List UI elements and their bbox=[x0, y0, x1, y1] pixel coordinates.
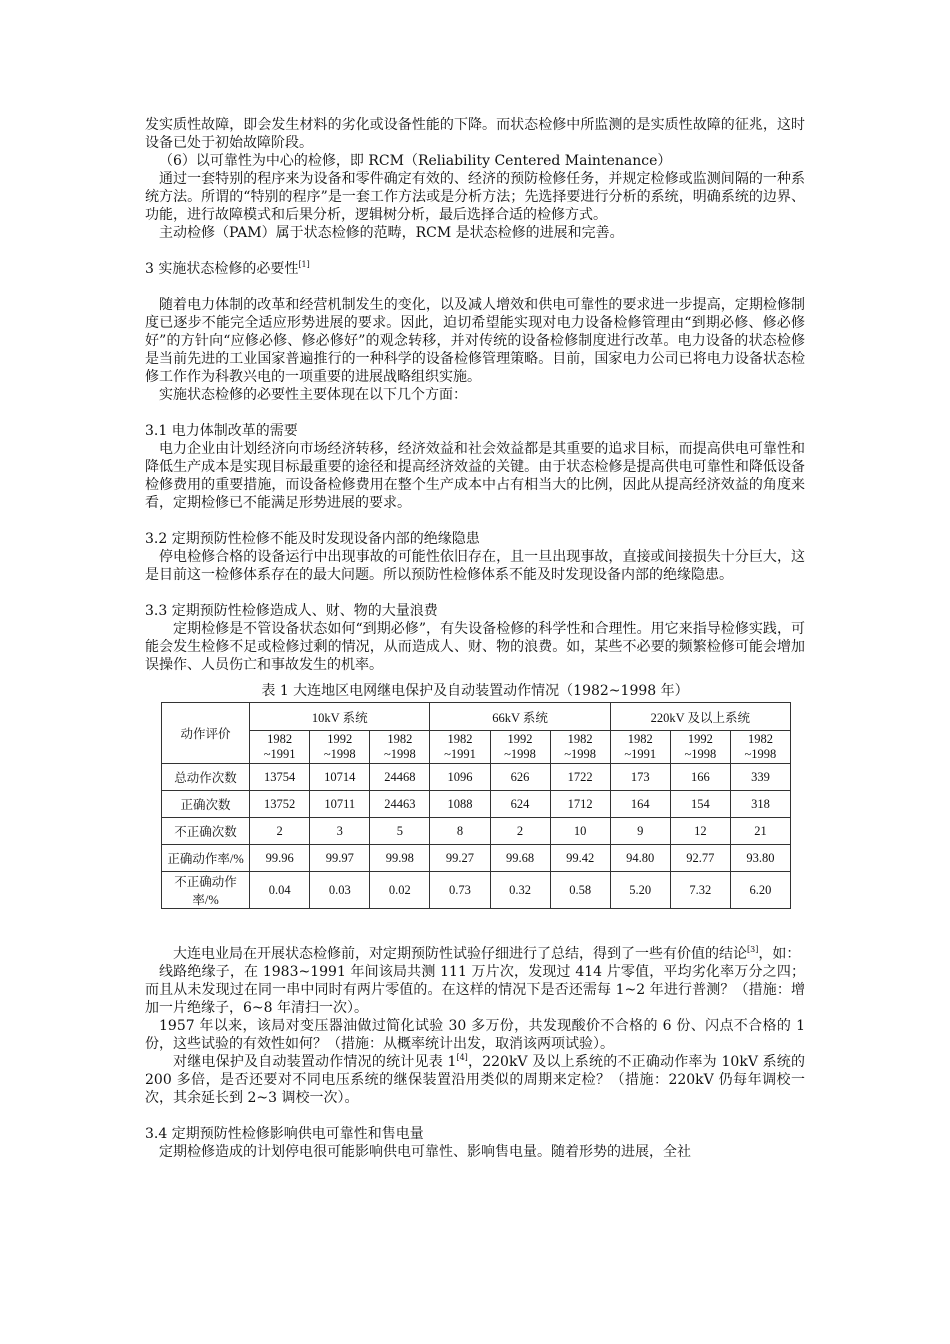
paragraph bbox=[145, 945, 805, 963]
table-cell: 173 bbox=[610, 764, 670, 791]
table-row bbox=[162, 845, 791, 872]
period-header: 1982 ~1991 bbox=[250, 731, 310, 764]
table-cell: 3 bbox=[310, 818, 370, 845]
table-cell: 99.42 bbox=[550, 845, 610, 872]
paragraph: 电力企业由计划经济向市场经济转移，经济效益和社会效益都是其重要的追求目标，而提高供电可靠性和降低生产成本是实现目标最重要的途径和提高经济效益的关键。由于状态检修是提高供电可靠性和降低设备检修费用的重要措施，而设备检修费用在整个生产成本中占有相当大的比例，因此从提高经济效益的角度来看，定期检修已不能满足形势进展的要求。 bbox=[145, 441, 805, 511]
table-cell: 99.27 bbox=[430, 845, 490, 872]
heading-text: 3 实施状态检修的必要性 bbox=[145, 261, 299, 277]
table-cell: 339 bbox=[730, 764, 790, 791]
table-caption: 表 1 大连地区电网继电保护及自动装置动作情况（1982~1998 年） bbox=[261, 683, 689, 699]
table-row bbox=[162, 818, 791, 845]
paragraph: 1957 年以来，该局对变压器油做过简化试验 30 多万份，共发现酸价不合格的 6 份、闪点不合格的 1 份，这些试验的有效性如何？（措施：从概率统计出发，取消该两项试验）。 bbox=[145, 1018, 805, 1052]
table-cell: 0.58 bbox=[550, 872, 610, 909]
paragraph-text: ，如： bbox=[758, 946, 801, 962]
table-cell: 164 bbox=[610, 791, 670, 818]
table-cell: 10714 bbox=[310, 764, 370, 791]
table-cell: 1712 bbox=[550, 791, 610, 818]
table-cell: 1096 bbox=[430, 764, 490, 791]
paragraph-text: 对继电保护及自动装置动作情况的统计见表 1 bbox=[173, 1054, 457, 1070]
row-label: 不正确动作率/% bbox=[162, 872, 250, 909]
table-cell: 2 bbox=[490, 818, 550, 845]
citation: [4] bbox=[456, 1053, 468, 1062]
table-cell: 1722 bbox=[550, 764, 610, 791]
table-cell: 13752 bbox=[250, 791, 310, 818]
table-cell: 92.77 bbox=[670, 845, 730, 872]
period-header: 1992 ~1998 bbox=[670, 731, 730, 764]
table-cell: 24463 bbox=[370, 791, 430, 818]
table-cell: 1088 bbox=[430, 791, 490, 818]
citation: [3] bbox=[747, 945, 759, 954]
table-cell: 626 bbox=[490, 764, 550, 791]
table-cell: 99.96 bbox=[250, 845, 310, 872]
paragraph: 定期检修是不管设备状态如何“到期必修”，有失设备检修的科学性和合理性。用它来指导检修实践，可能会发生检修不足或检修过剩的情况，从而造成人、财、物的浪费。如，某些不必要的频繁检修可能会增加误操作、人员伤亡和事故发生的机率。 bbox=[145, 621, 805, 673]
table-cell: 99.97 bbox=[310, 845, 370, 872]
table-cell: 7.32 bbox=[670, 872, 730, 909]
relay-statistics-table bbox=[161, 702, 791, 909]
table-cell: 13754 bbox=[250, 764, 310, 791]
paragraph: 实施状态检修的必要性主要体现在以下几个方面： bbox=[159, 387, 467, 403]
table-cell: 10711 bbox=[310, 791, 370, 818]
paragraph: 定期检修造成的计划停电很可能影响供电可靠性、影响售电量。随着形势的进展，全社 bbox=[159, 1144, 691, 1160]
period-header: 1982 ~1991 bbox=[610, 731, 670, 764]
table-cell: 2 bbox=[250, 818, 310, 845]
table-cell: 0.73 bbox=[430, 872, 490, 909]
section-heading-3-1: 3.1 电力体制改革的需要 bbox=[145, 423, 298, 439]
paragraph bbox=[145, 1053, 805, 1107]
table-cell: 624 bbox=[490, 791, 550, 818]
group-header: 10kV 系统 bbox=[250, 703, 430, 731]
period-header: 1982 ~1998 bbox=[370, 731, 430, 764]
table-cell: 6.20 bbox=[730, 872, 790, 909]
paragraph: 停电检修合格的设备运行中出现事故的可能性依旧存在，且一旦出现事故，直接或间接损失十分巨大，这是目前这一检修体系存在的最大问题。所以预防性检修体系不能及时发现设备内部的绝缘隐患。 bbox=[145, 549, 805, 583]
period-header: 1982 ~1991 bbox=[430, 731, 490, 764]
section-heading-3-4: 3.4 定期预防性检修影响供电可靠性和售电量 bbox=[145, 1126, 424, 1142]
table-cell: 12 bbox=[670, 818, 730, 845]
table-corner-header: 动作评价 bbox=[162, 703, 250, 764]
paragraph-text: ，220kV 及以上系统的不正确动作率为 10kV 系统的 200 多倍，是否还要对不同电压系统的继保装置沿用类似的周期来定检？（措施：220kV 仍每年调校一次，其余延长到 2~3 调校一次）。 bbox=[145, 1054, 805, 1106]
table-cell: 154 bbox=[670, 791, 730, 818]
row-label: 正确次数 bbox=[162, 791, 250, 818]
row-label: 正确动作率/% bbox=[162, 845, 250, 872]
table-cell: 318 bbox=[730, 791, 790, 818]
section-heading-3-2: 3.2 定期预防性检修不能及时发现设备内部的绝缘隐患 bbox=[145, 531, 480, 547]
table-row bbox=[162, 872, 791, 909]
row-label: 不正确次数 bbox=[162, 818, 250, 845]
period-header: 1982 ~1998 bbox=[730, 731, 790, 764]
period-header: 1992 ~1998 bbox=[490, 731, 550, 764]
table-cell: 21 bbox=[730, 818, 790, 845]
table-cell: 10 bbox=[550, 818, 610, 845]
table-cell: 0.03 bbox=[310, 872, 370, 909]
table-cell: 5.20 bbox=[610, 872, 670, 909]
section-heading-3 bbox=[145, 260, 805, 278]
period-header: 1992 ~1998 bbox=[310, 731, 370, 764]
table-cell: 8 bbox=[430, 818, 490, 845]
period-header: 1982 ~1998 bbox=[550, 731, 610, 764]
table-cell: 0.02 bbox=[370, 872, 430, 909]
table-cell: 9 bbox=[610, 818, 670, 845]
paragraph: （6）以可靠性为中心的检修，即 RCM（Reliability Centered Maintenance） bbox=[159, 153, 672, 169]
citation: [1] bbox=[298, 260, 310, 269]
row-label: 总动作次数 bbox=[162, 764, 250, 791]
paragraph: 线路绝缘子，在 1983~1991 年间该局共测 111 万片次，发现过 414 片零值，平均劣化率万分之四；而且从未发现过在同一串中同时有两片零值的。在这样的情况下是否还需每 1~2 年进行普测？（措施：增加一片绝缘子，6~8 年清扫一次）。 bbox=[145, 964, 805, 1016]
paragraph: 通过一套特别的程序来为设备和零件确定有效的、经济的预防检修任务，并规定检修或监测间隔的一种系统方法。所谓的“特别的程序”是一套工作方法或是分析方法；先选择要进行分析的系统，明确系统的边界、功能，进行故障模式和后果分析，逻辑树分析，最后选择合适的检修方式。 bbox=[145, 171, 805, 223]
table-cell: 93.80 bbox=[730, 845, 790, 872]
table-cell: 99.68 bbox=[490, 845, 550, 872]
group-header: 66kV 系统 bbox=[430, 703, 610, 731]
table-cell: 166 bbox=[670, 764, 730, 791]
paragraph: 随着电力体制的改革和经营机制发生的变化，以及减人增效和供电可靠性的要求进一步提高，定期检修制度已逐步不能完全适应形势进展的要求。因此，迫切希望能实现对电力设备检修管理由“到期必修、修必修好”的方针向“应修必修、修必修好”的观念转移，并对传统的设备检修制度进行改革。电力设备的状态检修是当前先进的工业国家普遍推行的一种科学的设备检修管理策略。目前，国家电力公司已将电力设备状态检修工作作为科教兴电的一项重要的进展战略组织实施。 bbox=[145, 297, 805, 385]
section-heading-3-3: 3.3 定期预防性检修造成人、财、物的大量浪费 bbox=[145, 603, 438, 619]
paragraph: 发实质性故障，即会发生材料的劣化或设备性能的下降。而状态检修中所监测的是实质性故障的征兆，这时设备已处于初始故障阶段。 bbox=[145, 117, 805, 151]
paragraph: 主动检修（PAM）属于状态检修的范畴，RCM 是状态检修的进展和完善。 bbox=[159, 225, 624, 241]
table-cell: 5 bbox=[370, 818, 430, 845]
document-page bbox=[145, 116, 805, 1161]
table-row bbox=[162, 764, 791, 791]
table-cell: 24468 bbox=[370, 764, 430, 791]
table-cell: 94.80 bbox=[610, 845, 670, 872]
table-row bbox=[162, 791, 791, 818]
table-cell: 99.98 bbox=[370, 845, 430, 872]
table-cell: 0.04 bbox=[250, 872, 310, 909]
paragraph-text: 大连电业局在开展状态检修前，对定期预防性试验仔细进行了总结，得到了一些有价值的结论 bbox=[173, 946, 747, 962]
table-cell: 0.32 bbox=[490, 872, 550, 909]
group-header: 220kV 及以上系统 bbox=[610, 703, 790, 731]
